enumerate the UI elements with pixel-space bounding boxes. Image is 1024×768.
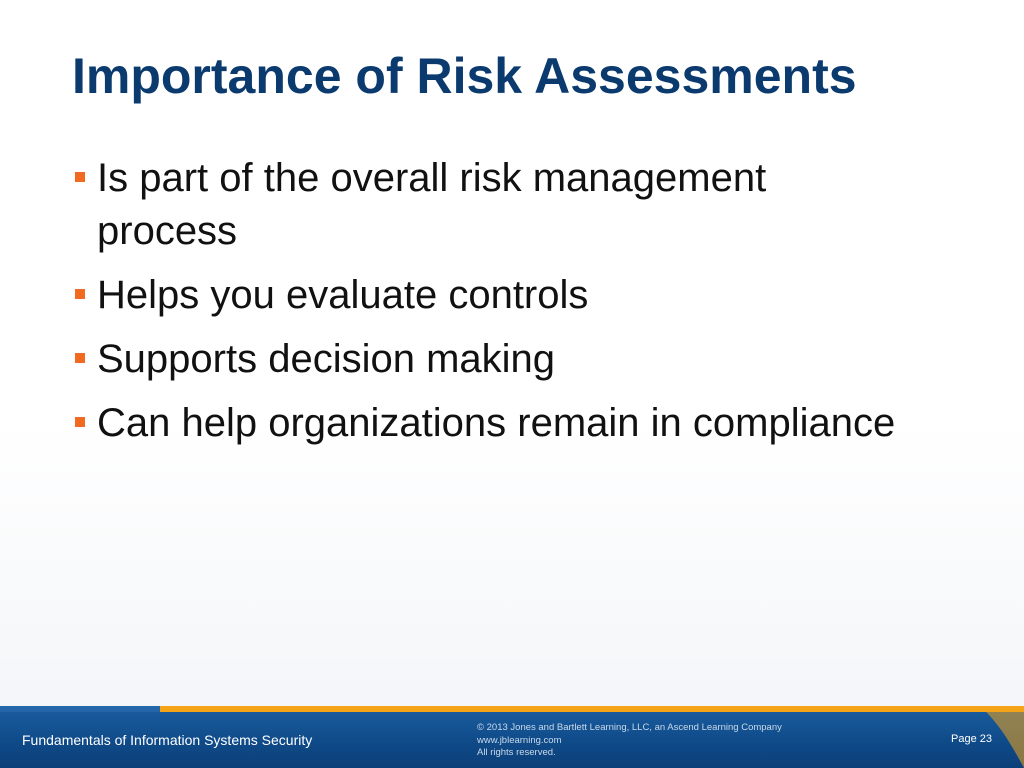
bullet-text: Is part of the overall risk management process — [97, 156, 767, 253]
footer-bar — [0, 706, 1024, 768]
bullet-text: Can help organizations remain in compliance — [97, 401, 896, 445]
slide-title: Importance of Risk Assessments — [72, 48, 857, 104]
bullet-item — [75, 333, 915, 386]
bullet-marker-icon — [75, 172, 85, 182]
bullet-item — [75, 397, 915, 450]
bullet-marker-icon — [75, 353, 85, 363]
bullet-text: Supports decision making — [97, 337, 556, 381]
bullet-list — [75, 152, 915, 461]
bullet-marker-icon — [75, 289, 85, 299]
bullet-item — [75, 269, 915, 322]
website-line: www.jblearning.com — [477, 734, 562, 746]
footer-course-title: Fundamentals of Information Systems Security — [22, 732, 313, 748]
bullet-text: Helps you evaluate controls — [97, 273, 589, 317]
footer-copyright — [477, 722, 782, 760]
page-number: Page 23 — [951, 733, 992, 745]
bullet-marker-icon — [75, 417, 85, 427]
rights-line: All rights reserved. — [477, 747, 556, 758]
bullet-item — [75, 152, 915, 258]
copyright-line: © 2013 Jones and Bartlett Learning, LLC, an Ascend Learning Company — [477, 722, 782, 733]
